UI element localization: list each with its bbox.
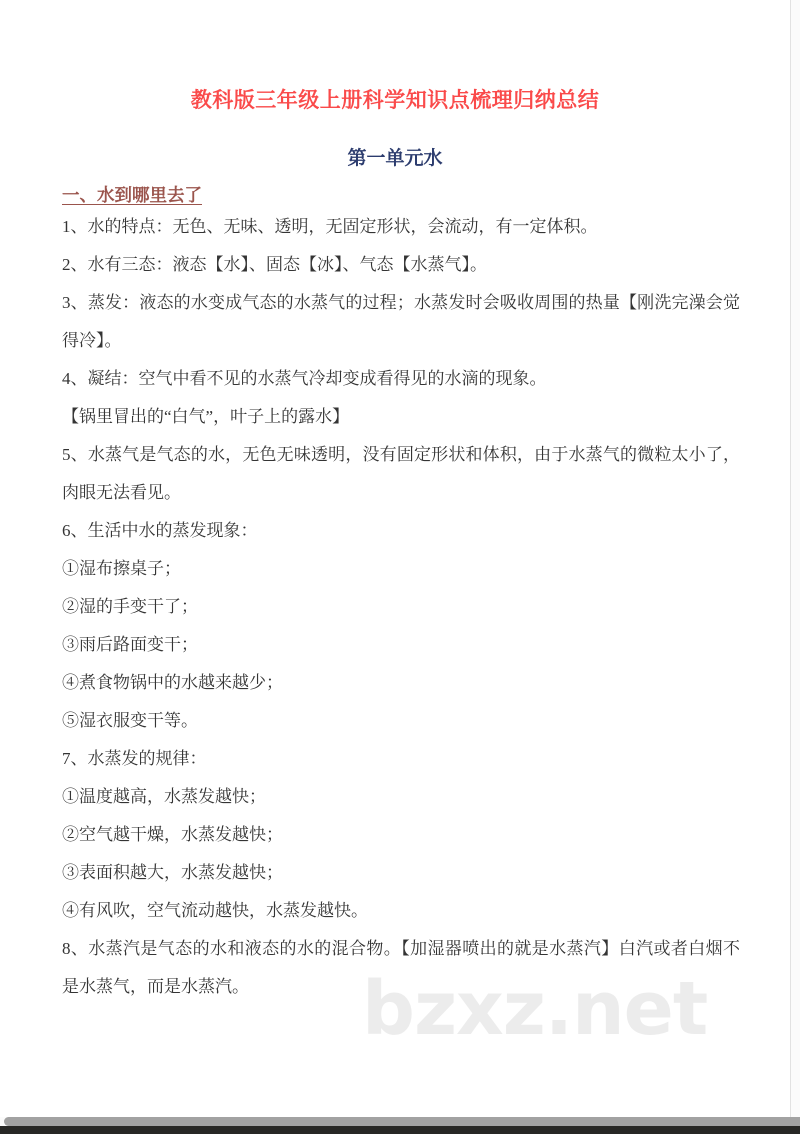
document-body (62, 208, 740, 1006)
paragraph: 5、水蒸气是气态的水，无色无味透明，没有固定形状和体积，由于水蒸气的微粒太小了，肉眼无法看见。 (62, 445, 740, 502)
paragraph: ⑤湿衣服变干等。 (62, 711, 198, 730)
paragraph: ②湿的手变干了； (62, 597, 198, 616)
paragraph: 6、生活中水的蒸发现象： (62, 521, 258, 540)
paragraph: 3、蒸发：液态的水变成气态的水蒸气的过程；水蒸发时会吸收周围的热量【刚洗完澡会觉得冷】。 (62, 293, 740, 350)
paragraph: ③表面积越大，水蒸发越快； (62, 863, 283, 882)
paragraph: ④有风吹，空气流动越快，水蒸发越快。 (62, 901, 368, 920)
paragraph: 8、水蒸汽是气态的水和液态的水的混合物。【加湿器喷出的就是水蒸汽】白汽或者白烟不是水蒸气，而是水蒸汽。 (62, 939, 740, 996)
paragraph: 【锅里冒出的“白气”，叶子上的露水】 (62, 407, 350, 426)
section-heading: 一、水到哪里去了 (62, 185, 202, 205)
paragraph: ①湿布擦桌子； (62, 559, 181, 578)
bottom-bar (0, 1126, 800, 1134)
horizontal-scrollbar-thumb[interactable] (4, 1117, 800, 1126)
paragraph: 1、水的特点：无色、无味、透明，无固定形状，会流动，有一定体积。 (62, 217, 598, 236)
unit-heading: 第一单元水 (347, 148, 443, 169)
watermark: bzxz.net (362, 966, 708, 1052)
document-title: 教科版三年级上册科学知识点梳理归纳总结 (190, 89, 600, 112)
paragraph: 7、水蒸发的规律： (62, 749, 207, 768)
paragraph: ②空气越干燥，水蒸发越快； (62, 825, 283, 844)
paragraph: 2、水有三态：液态【水】、固态【冰】、气态【水蒸气】。 (62, 255, 487, 274)
paragraph: ③雨后路面变干； (62, 635, 198, 654)
paragraph: ④煮食物锅中的水越来越少； (62, 673, 283, 692)
paragraph: ①温度越高，水蒸发越快； (62, 787, 266, 806)
paragraph: 4、凝结：空气中看不见的水蒸气冷却变成看得见的水滴的现象。 (62, 369, 547, 388)
